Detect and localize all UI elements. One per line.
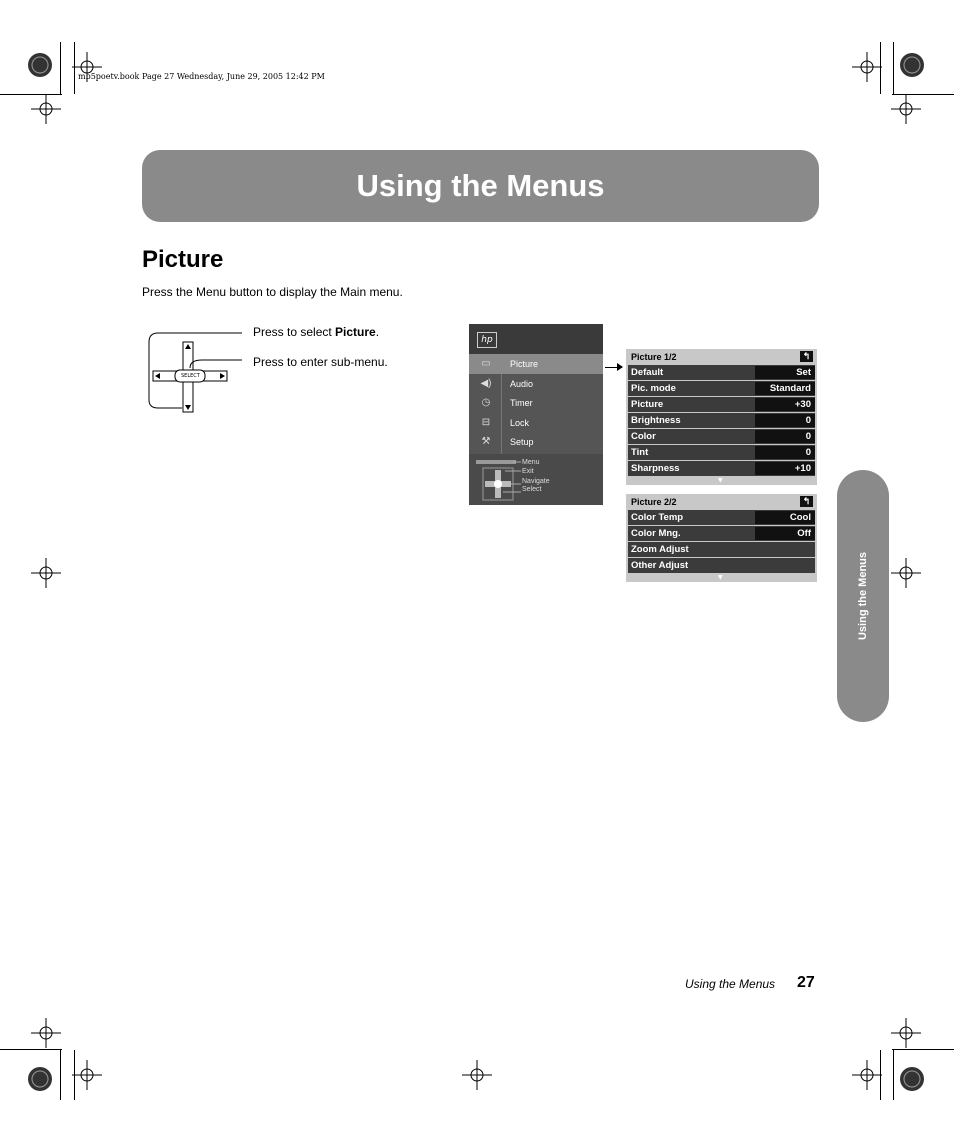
submenu-title: Picture 1/2 <box>631 352 677 362</box>
main-menu-item-audio[interactable] <box>469 374 603 394</box>
page-number: 27 <box>797 974 815 991</box>
picture-submenu-page1 <box>626 349 817 485</box>
callout-enter: Press to enter sub-menu. <box>253 355 388 369</box>
crop-mark <box>893 42 894 94</box>
registration-mark-icon <box>852 1060 882 1090</box>
row-value: Cool <box>755 511 815 524</box>
picture-submenu-page2 <box>626 494 817 582</box>
submenu-title: Picture 2/2 <box>631 497 677 507</box>
row-value: Standard <box>755 382 815 395</box>
print-header: mb5poetv.book Page 27 Wednesday, June 29, 2005 12:42 PM <box>78 72 325 81</box>
main-menu-item-label: Picture <box>510 359 539 369</box>
intro-text: Press the Menu button to display the Main menu. <box>142 285 403 299</box>
row-label: Brightness <box>631 415 681 426</box>
row-label: Color Mng. <box>631 528 681 539</box>
menu-row-brightness[interactable] <box>628 413 815 428</box>
remote-mini-icon <box>475 458 521 502</box>
registration-mark-icon <box>31 94 61 124</box>
row-label: Tint <box>631 447 649 458</box>
registration-mark-icon <box>25 50 55 80</box>
select-button-label: SELECT <box>181 373 200 379</box>
registration-mark-icon <box>891 558 921 588</box>
hp-logo: hp <box>477 332 497 348</box>
legend-select: Select <box>522 486 542 493</box>
chapter-title: Using the Menus <box>356 168 605 203</box>
menu-row-default[interactable] <box>628 365 815 380</box>
row-label: Pic. mode <box>631 383 676 394</box>
row-label: Zoom Adjust <box>631 544 689 555</box>
menu-row-color-mng[interactable] <box>628 526 815 541</box>
registration-mark-icon <box>72 1060 102 1090</box>
registration-mark-icon <box>897 50 927 80</box>
scroll-down-icon[interactable]: ▼ <box>718 477 723 484</box>
callout-select <box>253 325 379 339</box>
row-value: Set <box>755 366 815 379</box>
main-menu-item-label: Setup <box>510 437 534 447</box>
main-menu-items <box>469 354 603 454</box>
main-menu-header <box>469 324 603 354</box>
crop-mark <box>60 1050 61 1100</box>
scroll-down-icon[interactable]: ▼ <box>718 574 723 581</box>
picture-icon: ▭ <box>481 358 491 369</box>
row-value: +30 <box>755 398 815 411</box>
menu-row-tint[interactable] <box>628 445 815 460</box>
main-menu-item-setup[interactable] <box>469 432 603 452</box>
main-menu-item-label: Audio <box>510 378 534 389</box>
row-value: 0 <box>755 414 815 427</box>
callout-select-suffix: . <box>375 325 380 339</box>
row-value: 0 <box>755 430 815 443</box>
registration-mark-icon <box>852 52 882 82</box>
lock-icon: ⊟ <box>481 416 491 428</box>
row-label: Color Temp <box>631 512 684 523</box>
registration-mark-icon <box>462 1060 492 1090</box>
registration-mark-icon <box>891 94 921 124</box>
registration-mark-icon <box>25 1064 55 1094</box>
back-arrow-icon[interactable]: ↰ <box>800 496 813 507</box>
legend-exit: Exit <box>522 468 534 475</box>
row-value: Off <box>755 527 815 540</box>
side-tab <box>837 470 889 722</box>
submenu-footer <box>626 477 817 485</box>
main-menu-item-picture[interactable] <box>469 354 603 374</box>
arrow-right-icon <box>617 363 623 371</box>
registration-mark-icon <box>31 1018 61 1048</box>
crop-mark <box>60 42 61 94</box>
main-menu-item-label: Lock <box>510 417 530 428</box>
row-label: Default <box>631 367 664 378</box>
main-menu-item-lock[interactable] <box>469 413 603 433</box>
remote-control-diagram <box>146 330 256 414</box>
clock-icon: ◷ <box>481 397 491 408</box>
footer-chapter: Using the Menus <box>685 977 776 991</box>
main-menu-item-label: Timer <box>510 398 533 408</box>
main-menu-screen <box>469 324 603 505</box>
crop-mark <box>892 1049 954 1050</box>
chapter-banner <box>142 150 819 222</box>
back-arrow-icon[interactable]: ↰ <box>800 351 813 362</box>
row-label: Picture <box>631 399 664 410</box>
menu-row-color-temp[interactable] <box>628 510 815 525</box>
wrench-icon: ⚒ <box>481 436 491 447</box>
row-label: Other Adjust <box>631 560 689 571</box>
row-label: Sharpness <box>631 463 680 474</box>
legend-navigate: Navigate <box>522 478 550 485</box>
crop-mark <box>893 1050 894 1100</box>
main-menu-legend <box>469 454 603 505</box>
menu-row-color[interactable] <box>628 429 815 444</box>
submenu-footer <box>626 574 817 582</box>
registration-mark-icon <box>897 1064 927 1094</box>
submenu-header <box>626 349 817 364</box>
submenu-header <box>626 494 817 509</box>
menu-row-picture[interactable] <box>628 397 815 412</box>
main-menu-item-timer[interactable] <box>469 393 603 413</box>
registration-mark-icon <box>31 558 61 588</box>
menu-row-zoom-adjust[interactable] <box>628 542 815 557</box>
row-value: 0 <box>755 446 815 459</box>
menu-row-pic-mode[interactable] <box>628 381 815 396</box>
section-title: Picture <box>142 246 224 273</box>
callout-select-bold: Picture <box>335 325 376 339</box>
crop-mark <box>0 1049 62 1050</box>
menu-row-other-adjust[interactable] <box>628 558 815 573</box>
row-value: +10 <box>755 462 815 475</box>
side-tab-label: Using the Menus <box>857 551 869 641</box>
legend-menu: Menu <box>522 459 540 466</box>
registration-mark-icon <box>891 1018 921 1048</box>
callout-select-prefix: Press to select <box>253 325 336 339</box>
row-label: Color <box>631 431 656 442</box>
menu-row-sharpness[interactable] <box>628 461 815 476</box>
speaker-icon: ◀) <box>480 377 492 389</box>
